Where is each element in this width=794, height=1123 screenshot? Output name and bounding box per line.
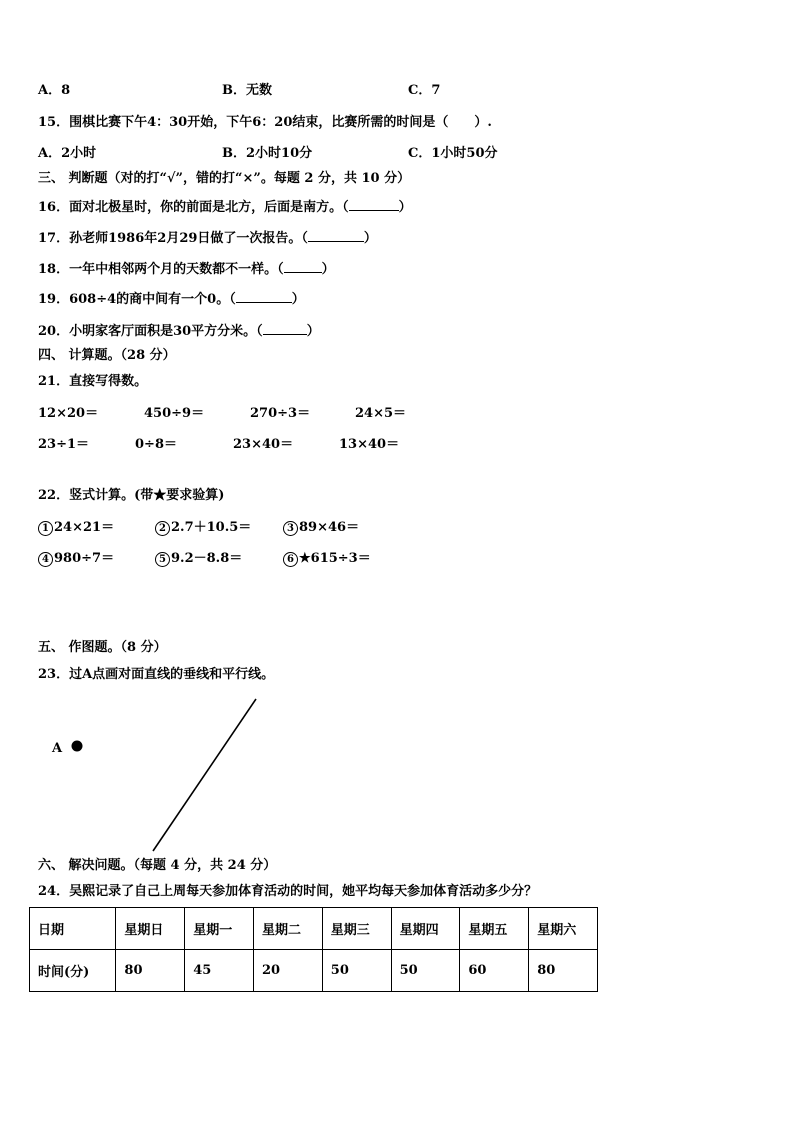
q22-item-4-text: 980÷7＝ (54, 551, 115, 566)
table-cell: 星期四 (391, 908, 460, 950)
point-a-label: A (52, 741, 63, 756)
section-4-title: 四、 计算题。（28 分） (38, 348, 176, 363)
q21-stem: 21．直接写得数。 (38, 374, 148, 389)
q17-close: ） (363, 231, 377, 246)
table-cell: 60 (460, 950, 529, 992)
table-cell: 星期二 (254, 908, 323, 950)
q22-item-2-number: 2 (155, 521, 170, 536)
table-cell: 星期三 (322, 908, 391, 950)
q24-table (29, 907, 598, 992)
q20-text: 20．小明家客厅面积是30平方分米。（ (38, 324, 263, 339)
q14-option-c: C．7 (408, 83, 441, 98)
table-cell: 80 (529, 950, 598, 992)
table-cell: 50 (322, 950, 391, 992)
q23-stem: 23．过A点画对面直线的垂线和平行线。 (38, 667, 275, 682)
q21-r2-c3: 23×40＝ (233, 437, 294, 452)
q22-item-1-number: 1 (38, 521, 53, 536)
q15-option-c: C．1小时50分 (408, 146, 498, 161)
table-cell: 日期 (30, 908, 116, 950)
table-cell: 50 (391, 950, 460, 992)
q22-item-3-text: 89×46＝ (299, 520, 360, 535)
table-header-row (30, 908, 598, 950)
q22-item-2-text: 2.7＋10.5＝ (171, 520, 252, 535)
q21-r1-c1: 12×20＝ (38, 406, 99, 421)
q15-option-a: A．2小时 (38, 146, 97, 161)
q18-text: 18．一年中相邻两个月的天数都不一样。（ (38, 262, 284, 277)
q21-r1-c3: 270÷3＝ (250, 406, 311, 421)
q21-r2-c4: 13×40＝ (339, 437, 400, 452)
q19-close: ） (291, 292, 305, 307)
q16-close: ） (398, 200, 412, 215)
q21-r1-c4: 24×5＝ (355, 406, 407, 421)
point-a-dot (72, 741, 83, 752)
q22-stem: 22．竖式计算。(带★要求验算) (38, 488, 225, 503)
table-cell: 星期六 (529, 908, 598, 950)
section-5-title: 五、 作图题。（8 分） (38, 640, 167, 655)
q14-option-b: B．无数 (222, 83, 272, 98)
table-cell: 45 (185, 950, 254, 992)
q21-r1-c2: 450÷9＝ (144, 406, 205, 421)
q19-text: 19．608÷4的商中间有一个0。（ (38, 292, 236, 307)
q22-item-3-number: 3 (283, 521, 298, 536)
q22-item-4-number: 4 (38, 552, 53, 567)
table-cell: 星期日 (116, 908, 185, 950)
table-cell: 星期五 (460, 908, 529, 950)
q24-stem: 24．吴熙记录了自己上周每天参加体育活动的时间，她平均每天参加体育活动多少分？ (38, 884, 538, 899)
q22-item-6-text: ★615÷3＝ (299, 551, 371, 566)
q15-option-b: B．2小时10分 (222, 146, 313, 161)
q21-r2-c2: 0÷8＝ (135, 437, 177, 452)
table-cell: 20 (254, 950, 323, 992)
section-3-title: 三、 判断题（对的打“√”，错的打“×”。每题 2 分，共 10 分） (38, 171, 411, 186)
table-row (30, 950, 598, 992)
q16-text: 16．面对北极星时，你的前面是北方，后面是南方。（ (38, 200, 349, 215)
q17-text: 17．孙老师1986年2月29日做了一次报告。（ (38, 231, 308, 246)
table-cell: 星期一 (185, 908, 254, 950)
q15-stem: 15．围棋比赛下午4：30开始，下午6：20结束，比赛所需的时间是（ ）. (38, 115, 492, 130)
q14-option-a: A．8 (38, 83, 71, 98)
section-6-title: 六、 解决问题。（每题 4 分，共 24 分） (38, 858, 277, 873)
q18-close: ） (321, 262, 335, 277)
q22-item-5-number: 5 (155, 552, 170, 567)
table-cell: 80 (116, 950, 185, 992)
table-cell: 时间(分) (30, 950, 116, 992)
q22-item-5-text: 9.2－8.8＝ (171, 551, 243, 566)
slanted-line (153, 699, 256, 851)
q22-item-1-text: 24×21＝ (54, 520, 115, 535)
q21-r2-c1: 23÷1＝ (38, 437, 90, 452)
q20-close: ） (306, 324, 320, 339)
q22-item-6-number: 6 (283, 552, 298, 567)
